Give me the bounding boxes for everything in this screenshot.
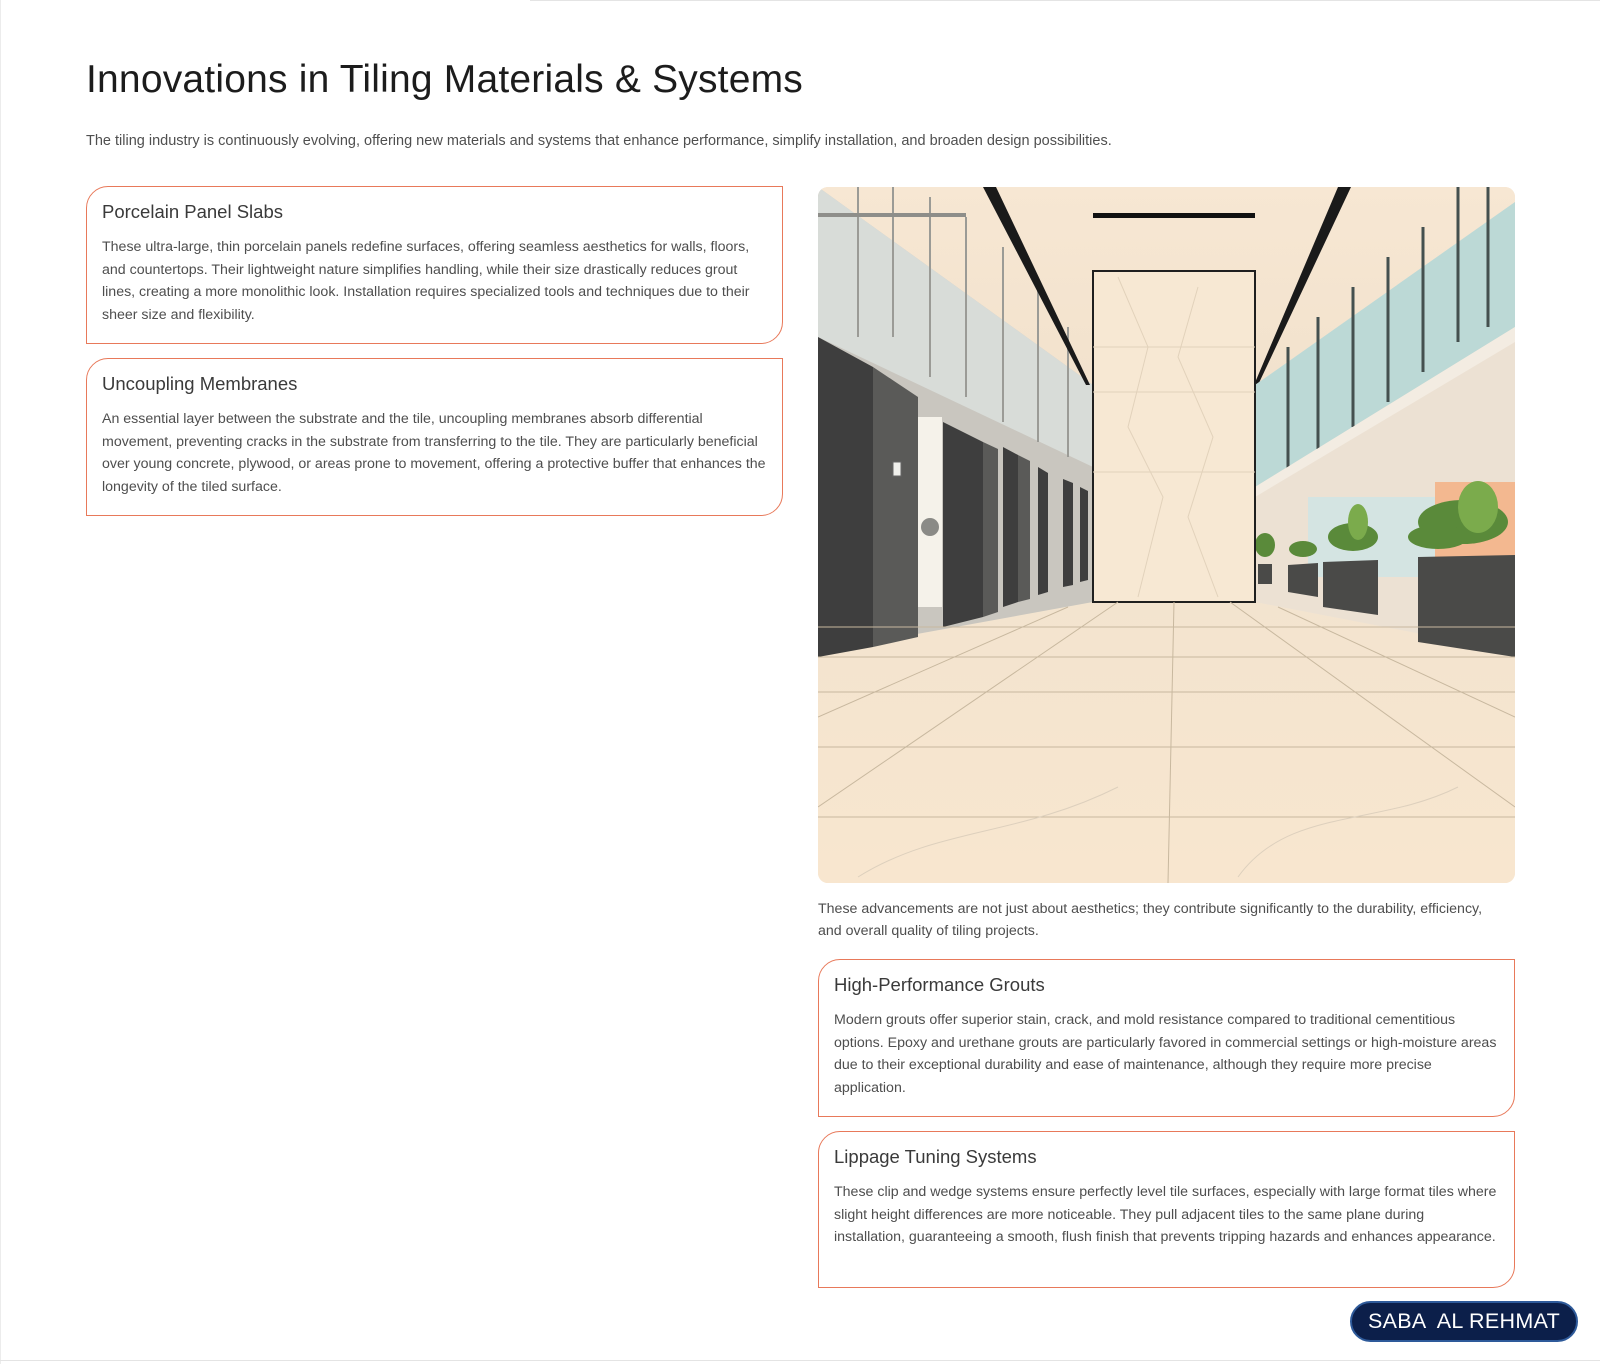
card-body: Modern grouts offer superior stain, crack, and mold resistance compared to traditional cementitious options. Epoxy and urethane grouts are particularly favored in commercial settings or high-moisture areas due to their exceptional durability and ease of maintenance, although they require more precise application.: [834, 1012, 1497, 1096]
intro-text: The tiling industry is continuously evolving, offering new materials and systems that enhance performance, simplify installation, and broaden design possibilities.: [86, 133, 1112, 149]
author-badge[interactable]: SABA AL REHMAT: [1350, 1301, 1578, 1342]
card-high-performance-grouts: [818, 959, 1515, 1117]
left-edge-divider: [0, 0, 1, 1364]
card-title: Porcelain Panel Slabs: [102, 201, 283, 222]
card-title: Uncoupling Membranes: [102, 373, 298, 394]
card-uncoupling-membranes: [86, 358, 783, 516]
bottom-divider: [0, 1360, 1600, 1361]
card-title: Lippage Tuning Systems: [834, 1146, 1037, 1167]
card-title: High-Performance Grouts: [834, 974, 1045, 995]
card-body: An essential layer between the substrate and the tile, uncoupling membranes absorb differential movement, preventing cracks in the substrate from transferring to the tile. They are particularly beneficial over young concrete, plywood, or areas prone to movement, offering a protective buffer that enhances the longevity of the tiled surface.: [102, 411, 766, 495]
card-body: These ultra-large, thin porcelain panels redefine surfaces, offering seamless aesthetics for walls, floors, and countertops. Their lightweight nature simplifies handling, while their size drastically reduces grout lines, creating a more monolithic look. Installation requires specialized tools and techniques due to their sheer size and flexibility.: [102, 239, 750, 323]
caption-text: These advancements are not just about aesthetics; they contribute significantly to the durability, efficiency, and overall quality of tiling projects.: [818, 901, 1483, 939]
card-body: These clip and wedge systems ensure perfectly level tile surfaces, especially with large format tiles where slight height differences are more noticeable. They pull adjacent tiles to the same plane during installation, guaranteeing a smooth, flush finish that prevents tripping hazards and enhances appearance.: [834, 1184, 1497, 1246]
card-porcelain-panel-slabs: [86, 186, 783, 344]
lobby-illustration-image: [818, 187, 1515, 883]
top-divider: [530, 0, 1600, 1]
page-title: Innovations in Tiling Materials & Systems: [86, 58, 803, 101]
card-lippage-tuning-systems: [818, 1131, 1515, 1288]
